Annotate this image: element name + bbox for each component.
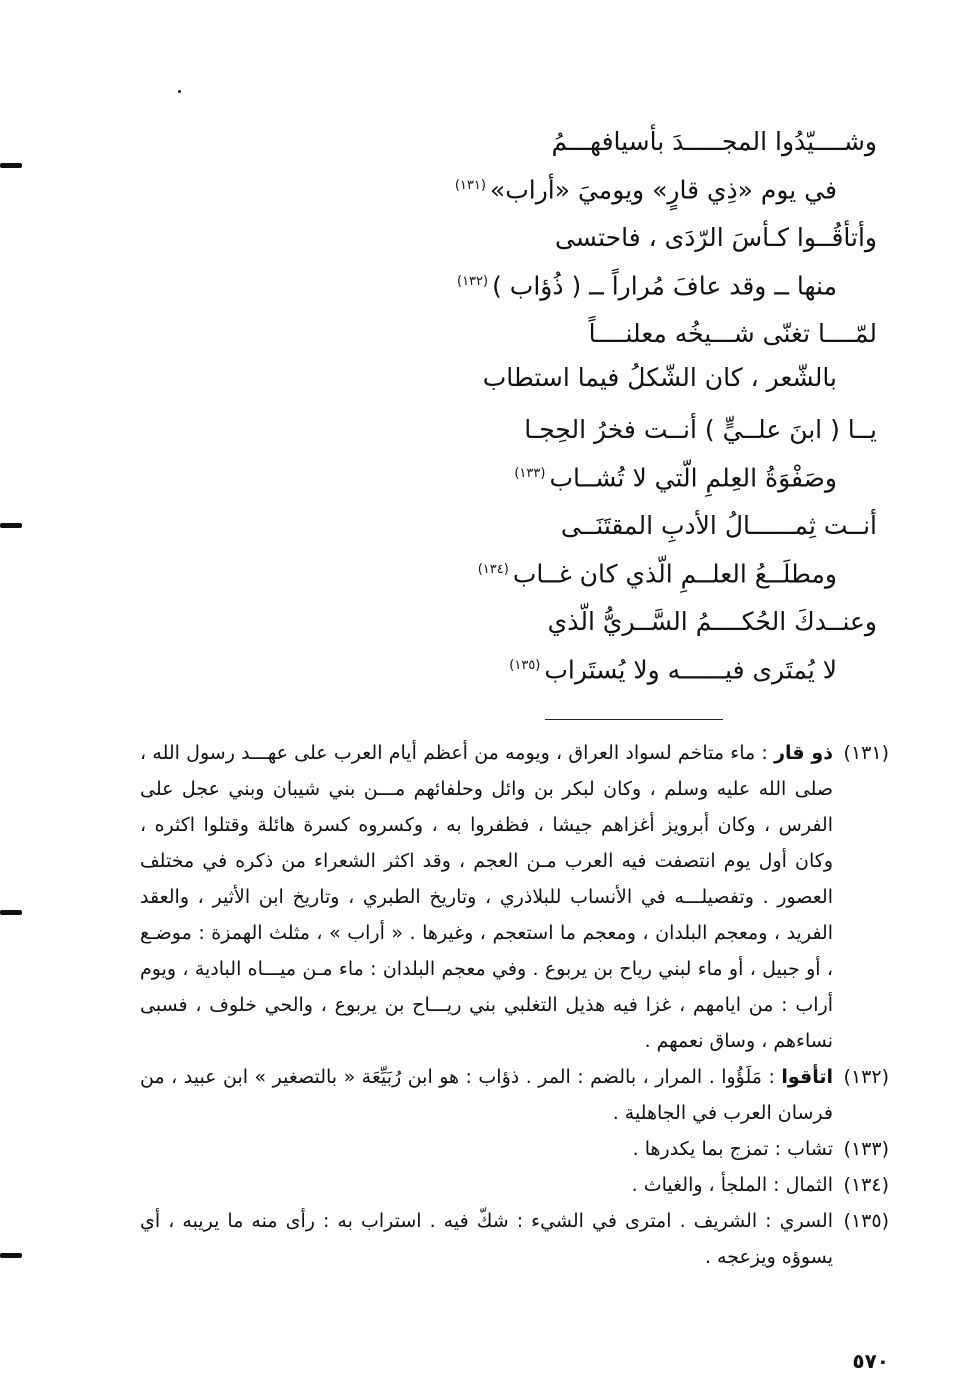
- footnote-body: [140, 1131, 833, 1167]
- footnote-number: (١٣٣): [843, 1138, 889, 1160]
- footnote-number: (١٣١): [843, 742, 889, 764]
- footnote-reference: (١٣٤): [477, 562, 509, 577]
- verse-first-hemistich: وشــــيّدُوا المجـــــدَ بأسيافهـــمُ: [551, 127, 877, 156]
- footnote-text: تشاب : تمزج بما يكدرها .: [632, 1138, 833, 1160]
- verse-second-hemistich: [455, 164, 837, 212]
- verse-first-hemistich: لمّــــا تغنّى شـــيخُه معلنــــاً: [588, 319, 877, 348]
- scan-edge-mark: [0, 523, 22, 528]
- footnote-reference: (١٣٢): [457, 274, 489, 289]
- footnote-term: ذو قار: [774, 742, 833, 764]
- poem-stanza: [157, 216, 877, 312]
- footnote-body: [140, 735, 833, 1059]
- verse-text: وصَفْوَةُ العِلمِ الّتي لا تُشــاب: [549, 463, 837, 493]
- verse-text: في يوم «ذِي قارٍ» ويوميَ «أراب»: [489, 175, 837, 205]
- verse-second-hemistich: [514, 452, 837, 500]
- verse-first-hemistich: أنــت ثِمــــــالُ الأدبِ المقتَنَــى: [560, 511, 877, 540]
- footnote-number: (١٣٥): [843, 1210, 889, 1232]
- verse-text: لا يُمتَرى فيــــــه ولا يُستَراب: [544, 655, 837, 685]
- poem-stanza: [157, 120, 877, 216]
- footnote-divider: [545, 719, 723, 720]
- footnote: [140, 1167, 889, 1203]
- verse-second-hemistich: [483, 356, 837, 400]
- footnote-text: السري : الشريف . امترى في الشيء : شكّ فيه . استراب به : رأى منه ما يريبه ، أي يسوؤه ويزعجه .: [140, 1210, 833, 1268]
- footnote-body: [140, 1203, 833, 1275]
- footnote-text: : مَلَؤُوا . المرار ، بالضم : المر . ذؤاب : هو ابن رُبَيِّعَة « بالتصغير » ابن عبيد ، من فرسان العرب في الجاهلية .: [140, 1066, 833, 1124]
- footnote-term: اتأقوا: [781, 1066, 833, 1088]
- footnote-reference: (١٣٣): [514, 466, 546, 481]
- verse-first-hemistich: وأتأقُــوا كـأسَ الرّدَى ، فاحتسى: [554, 223, 877, 252]
- footnote-body: [140, 1059, 833, 1131]
- verse-second-hemistich: [478, 548, 837, 596]
- footnote: [140, 1059, 889, 1131]
- verse-first-hemistich: وعنــدكَ الحُكــــمُ السَّــريُّ الّذي: [547, 607, 877, 636]
- verse-text: منها ــ وقد عافَ مُراراً ــ ( ذُؤاب ): [492, 271, 837, 301]
- footnote-reference: (١٣١): [454, 178, 486, 193]
- footnote: [140, 1131, 889, 1167]
- footnote-number: (١٣٤): [843, 1174, 889, 1196]
- scan-speck: [178, 90, 181, 93]
- footnote: [140, 1203, 889, 1275]
- verse-text: ومطلَــعُ العلــمِ الّذي كان غــاب: [512, 559, 837, 589]
- poem-stanza: [157, 312, 877, 408]
- poem-stanza: [157, 408, 877, 504]
- footnote-reference: (١٣٥): [509, 658, 541, 673]
- footnote-text: : ماء متاخم لسواد العراق ، ويومه من أعظم أيام العرب على عهـــد رسول الله ، صلى الله عليه وسلم ، وكان لبكر بن وائل وحلفائهم مـــن بني شيبان وبني عجل على الفرس ، وكان أبرويز أغزاهم جيشا ، فظفروا به ، وكسروه كسرة هائلة وقتلوا اكثره ، وكان أول يوم انتصفت فيه العرب مـن العجم ، وقد اكثر الشعراء من ذكره في مختلف العصور . وتفصيلـــه في الأنساب للبلاذري ، وتاريخ الطبري ، وتاريخ ابن الأثير ، والعقد الفريد ، ومعجم البلدان ، ومعجم ما استعجم ، وغيرها . « أراب » ، مثلث الهمزة : موضـع ، أو جبيل ، أو ماء لبني رياح بن يربوع . وفي معجم البلدان : ماء مـن ميـــاه البادية ، ويوم أراب : من ايامهم ، غزا فيه هذيل التغلبي بني ريـــاح بن يربوع ، والحي خلوف ، فسبى نساءهم ، وساق نعمهم .: [140, 742, 833, 1052]
- poem-stanza: [157, 504, 877, 600]
- scan-edge-mark: [0, 910, 22, 915]
- footnote-body: [140, 1167, 833, 1203]
- scan-edge-mark: [0, 163, 22, 168]
- scan-edge-mark: [0, 1253, 22, 1258]
- footnote: [140, 735, 889, 1059]
- page-number: ٥٧٠: [852, 1349, 889, 1373]
- footnotes: [140, 735, 889, 1275]
- poem: [157, 120, 877, 696]
- verse-text: بالشّعر ، كان الشّكلُ فيما استطاب: [482, 363, 837, 392]
- verse-second-hemistich: [457, 260, 837, 308]
- footnote-number: (١٣٢): [843, 1066, 889, 1088]
- verse-first-hemistich: يــا ( ابنَ علــيٍّ ) أنــت فخرُ الحِجـا: [524, 415, 877, 444]
- poem-stanza: [157, 600, 877, 696]
- verse-second-hemistich: [509, 644, 837, 692]
- footnote-text: الثمال : الملجأ ، والغياث .: [631, 1174, 833, 1196]
